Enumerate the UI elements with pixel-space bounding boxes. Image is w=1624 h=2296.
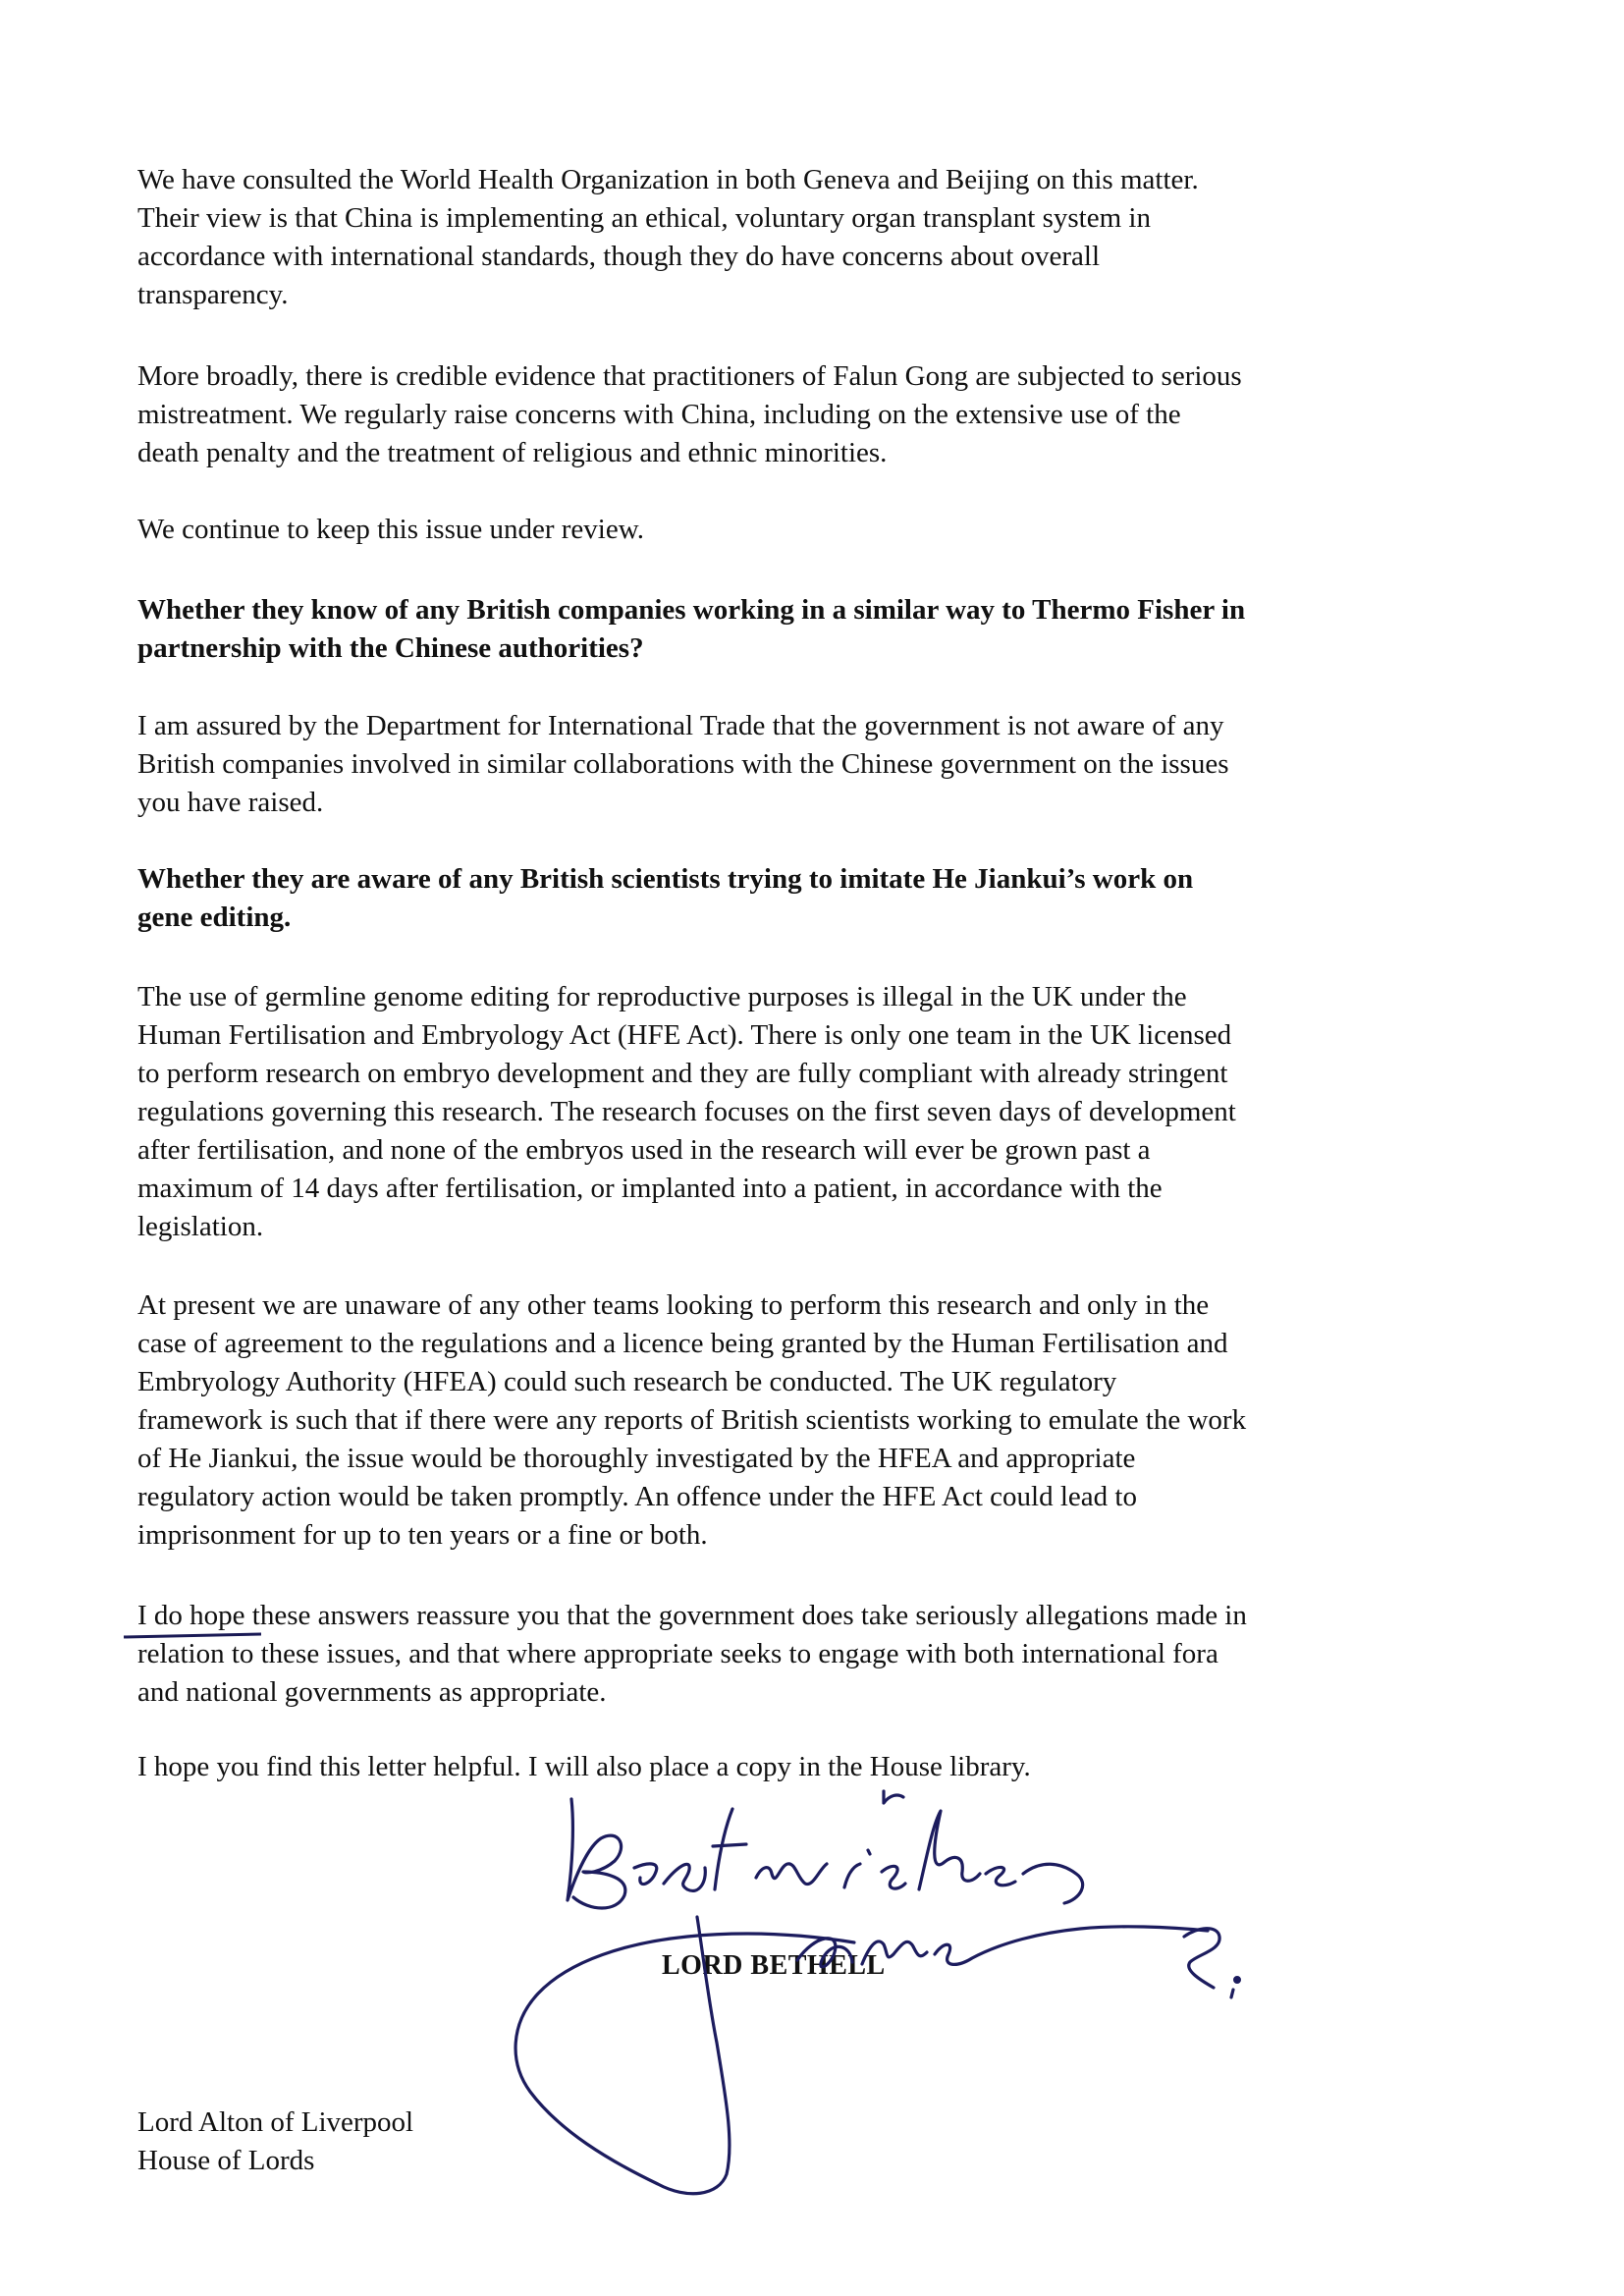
paragraph-under-review: We continue to keep this issue under review.	[137, 514, 645, 545]
question-british-scientists: Whether they are aware of any British scientists trying to imitate He Jiankui’s work on gene editing.	[137, 863, 1194, 933]
paragraph-germline-editing: The use of germline genome editing for reproductive purposes is illegal in the UK under the Human Fertilisation and Embryology Act (HFE Act). There is only one team in the UK licensed to perform research on embryo development and they are fully compliant with already stringent regulations governing this research. The research focuses on the first seven days of development after fertilisation, and none of the embryos used in the research will ever be grown past a maximum of 14 days after fertilisation, or implanted into a patient, in accordance with the legislation.	[137, 981, 1236, 1242]
signatory-name: LORD BETHELL	[662, 1950, 886, 1981]
paragraph-hfea-regulation: At present we are unaware of any other teams looking to perform this research and only in the case of agreement to the regulations and a licence being granted by the Human Fertilisation and Embryology Authority (HFEA) could such research be conducted. The UK regulatory framework is such that if there were any reports of British scientists working to emulate the work of He Jiankui, the issue would be thoroughly investigated by the HFEA and appropriate regulatory action would be taken promptly. An offence under the HFE Act could lead to imprisonment for up to ten years or a fine or both.	[137, 1289, 1247, 1551]
paragraph-falun-gong: More broadly, there is credible evidence that practitioners of Falun Gong are subjected to serious mistreatment. We regularly raise concerns with China, including on the extensive use of the death penalty and the treatment of religious and ethnic minorities.	[137, 360, 1242, 468]
addressee-house: House of Lords	[137, 2145, 315, 2176]
paragraph-reassurance: I do hope these answers reassure you that the government does take seriously allegations made in relation to these issues, and that where appropriate seeks to engage with both international fora and national governments as appropriate.	[137, 1600, 1247, 1708]
paragraph-who-consultation: We have consulted the World Health Organization in both Geneva and Beijing on this matter. Their view is that China is implementing an ethical, voluntary organ transplant system in accordance with international standards, though they do have concerns about overall transparency.	[137, 164, 1199, 310]
addressee-name: Lord Alton of Liverpool	[137, 2106, 414, 2138]
paragraph-closing: I hope you find this letter helpful. I will also place a copy in the House library.	[137, 1751, 1031, 1782]
paragraph-department-trade: I am assured by the Department for International Trade that the government is not aware of any British companies involved in similar collaborations with the Chinese government on the issues you have raised.	[137, 710, 1229, 818]
addressee-block	[137, 2104, 413, 2180]
question-british-companies: Whether they know of any British companies working in a similar way to Thermo Fisher in partnership with the Chinese authorities?	[137, 594, 1246, 664]
